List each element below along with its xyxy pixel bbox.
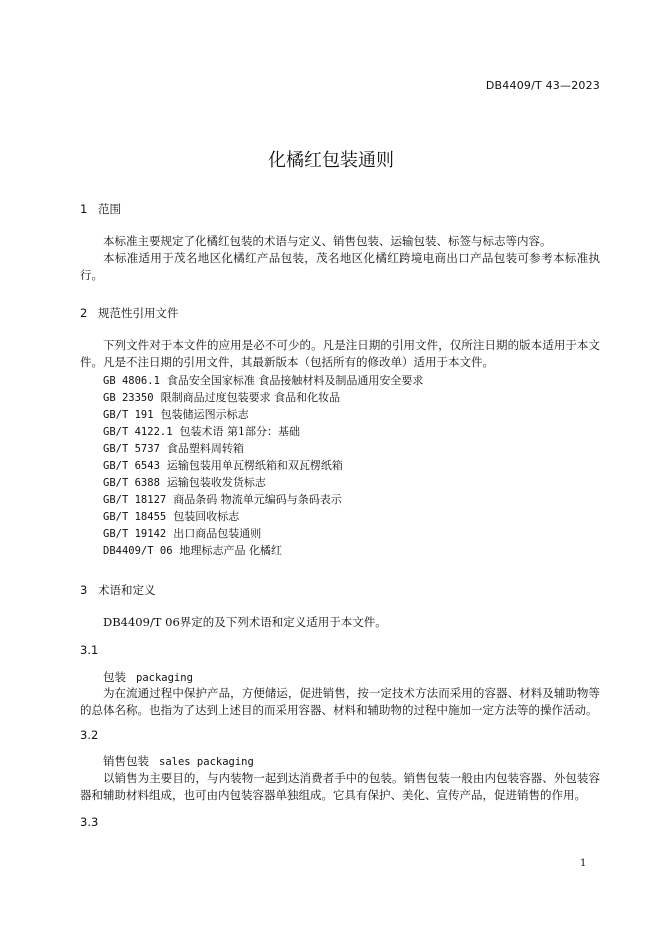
reference-item	[103, 406, 249, 424]
section-title: 规范性引用文件	[98, 306, 179, 320]
reference-title: 食品塑料周转箱	[166, 442, 244, 455]
terms-intro: DB4409/T 06界定的及下列术语和定义适用于本文件。	[103, 615, 387, 629]
reference-item	[103, 474, 266, 492]
reference-item	[103, 508, 239, 526]
section-heading-normative-refs	[80, 305, 179, 321]
term-definition: 以销售为主要目的，与内装物一起到达消费者手中的包装。销售包装一般由内包装容器、外包装容器和辅助材料组成，也可由内包装容器单独组成。它具有保护、美化、宣传产品，促进销售的作用。	[80, 771, 600, 802]
term-definition: 为在流通过程中保护产品，方便储运，促进销售，按一定技术方法而采用的容器、材料及辅助物等的总体名称。也指为了达到上述目的而采用容器、材料和辅助物的过程中施加一定方法等的操作活动。	[80, 686, 600, 717]
clause-number: 3.2	[80, 728, 99, 742]
reference-title: 包装储运图示标志	[160, 408, 249, 421]
section-heading-scope	[80, 201, 121, 217]
page-number: 1	[580, 858, 587, 869]
reference-title: 运输包装收发货标志	[166, 476, 266, 489]
reference-title: 包装术语 第1部分：基础	[179, 425, 301, 438]
reference-code: GB 4806.1	[103, 375, 160, 387]
term-en: packaging	[136, 672, 193, 684]
normative-refs-intro: 下列文件对于本文件的应用是必不可少的。凡是注日期的引用文件，仅所注日期的版本适用于本文件。凡是不注日期的引用文件，其最新版本（包括所有的修改单）适用于本文件。	[80, 338, 600, 369]
clause-number: 3.3	[80, 815, 99, 829]
reference-code: GB 23350	[103, 392, 154, 404]
reference-code: GB/T 18455	[103, 511, 167, 523]
reference-title: 运输包装用单瓦楞纸箱和双瓦楞纸箱	[166, 459, 343, 472]
term-zh: 销售包装	[103, 754, 149, 768]
reference-code: GB/T 191	[103, 409, 154, 421]
reference-item	[103, 457, 343, 475]
reference-title: 商品条码 物流单元编码与条码表示	[173, 493, 342, 506]
reference-code: GB/T 6388	[103, 477, 160, 489]
reference-title: 食品安全国家标准 食品接触材料及制品通用安全要求	[166, 374, 424, 387]
reference-item	[103, 525, 261, 543]
term-entry	[103, 753, 254, 769]
term-entry	[103, 669, 193, 685]
reference-title: 地理标志产品 化橘红	[179, 544, 283, 557]
reference-code: GB/T 5737	[103, 443, 160, 455]
reference-item	[103, 440, 244, 458]
scope-paragraph-1: 本标准主要规定了化橘红包装的术语与定义、销售包装、运输包装、标签与标志等内容。	[103, 234, 552, 248]
reference-code: GB/T 19142	[103, 528, 167, 540]
section-number: 2	[80, 306, 88, 320]
term-en: sales packaging	[159, 756, 254, 768]
reference-item	[103, 542, 282, 560]
reference-title: 包装回收标志	[173, 510, 240, 523]
clause-number: 3.1	[80, 643, 99, 657]
standard-code: DB4409/T 43—2023	[485, 79, 600, 92]
section-number: 1	[80, 202, 88, 216]
section-title: 范围	[98, 202, 121, 216]
section-number: 3	[80, 583, 88, 597]
term-zh: 包装	[103, 670, 126, 684]
reference-code: GB/T 18127	[103, 494, 167, 506]
section-title: 术语和定义	[98, 583, 156, 597]
reference-item	[103, 491, 342, 509]
reference-item	[103, 423, 300, 441]
section-heading-terms	[80, 582, 156, 598]
reference-code: GB/T 4122.1	[103, 426, 173, 438]
reference-title: 出口商品包装通则	[173, 527, 262, 540]
reference-item	[103, 389, 340, 407]
reference-code: DB4409/T 06	[103, 545, 173, 557]
reference-item	[103, 372, 423, 390]
reference-code: GB/T 6543	[103, 460, 160, 472]
document-title: 化橘红包装通则	[268, 150, 394, 171]
scope-paragraph-2: 本标准适用于茂名地区化橘红产品包装，茂名地区化橘红跨境电商出口产品包装可参考本标准执行。	[80, 251, 600, 282]
reference-title: 限制商品过度包装要求 食品和化妆品	[160, 391, 341, 404]
